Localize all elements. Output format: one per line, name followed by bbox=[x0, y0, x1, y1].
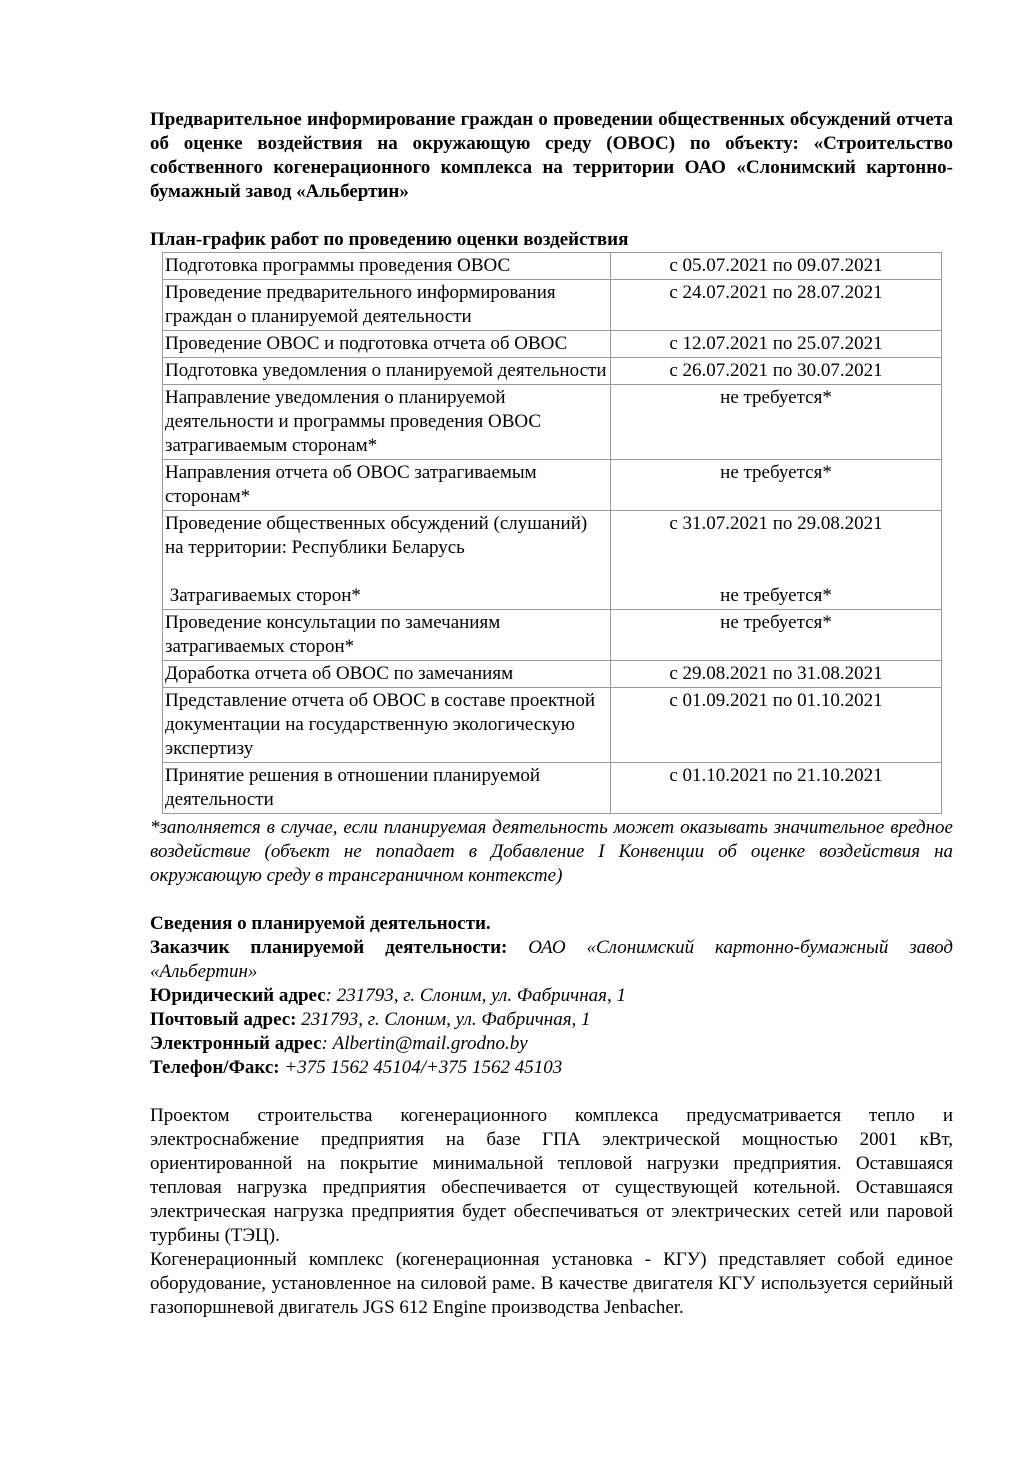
schedule-date-text: не требуется* bbox=[720, 585, 832, 606]
schedule-stage-cell: Подготовка уведомления о планируемой деятельности bbox=[163, 358, 611, 385]
legal-address-line bbox=[150, 984, 953, 1008]
table-row bbox=[163, 763, 942, 814]
schedule-stage-cell: Представление отчета об ОВОС в составе проектной документации на государственную экологическую экспертизу bbox=[163, 688, 611, 763]
cell-spacer bbox=[165, 560, 608, 584]
schedule-date-cell: с 01.09.2021 по 01.10.2021 bbox=[611, 688, 942, 763]
schedule-stage-cell: Направление уведомления о планируемой деятельности и программы проведения ОВОС затрагиваемым сторонам* bbox=[163, 385, 611, 460]
schedule-stage-cell: Доработка отчета об ОВОС по замечаниям bbox=[163, 661, 611, 688]
email-line bbox=[150, 1032, 953, 1056]
legal-address-label: Юридический адрес bbox=[150, 985, 326, 1006]
schedule-stage-text: Проведение общественных обсуждений (слушаний) на территории: Республики Беларусь bbox=[165, 513, 588, 558]
schedule-date-text: с 31.07.2021 по 29.08.2021 bbox=[669, 513, 883, 534]
document-page bbox=[150, 108, 953, 1320]
table-row bbox=[163, 511, 942, 610]
table-row bbox=[163, 253, 942, 280]
phone-value: +375 1562 45104/+375 1562 45103 bbox=[279, 1057, 563, 1078]
schedule-date-cell: с 29.08.2021 по 31.08.2021 bbox=[611, 661, 942, 688]
cell-spacer bbox=[613, 560, 939, 584]
schedule-date-cell: с 12.07.2021 по 25.07.2021 bbox=[611, 331, 942, 358]
schedule-stage-text: Затрагиваемых сторон* bbox=[165, 585, 361, 606]
body-paragraph: Когенерационный комплекс (когенерационная установка - КГУ) представляет собой единое оборудование, установленное на силовой раме. В качестве двигателя КГУ используется серийный газопоршневой двигатель JGS 612 Engine производства Jenbacher. bbox=[150, 1249, 953, 1318]
customer-label: Заказчик планируемой деятельности: bbox=[150, 937, 508, 958]
schedule-stage-cell: Направления отчета об ОВОС затрагиваемым сторонам* bbox=[163, 460, 611, 511]
schedule-table bbox=[162, 252, 942, 814]
schedule-date-cell: с 05.07.2021 по 09.07.2021 bbox=[611, 253, 942, 280]
schedule-date-cell: не требуется* bbox=[611, 460, 942, 511]
schedule-date-cell: не требуется* bbox=[611, 385, 942, 460]
cell-spacer bbox=[613, 536, 939, 560]
info-heading: Сведения о планируемой деятельности. bbox=[150, 913, 491, 934]
table-row bbox=[163, 661, 942, 688]
email-value: : Albertin@mail.grodno.by bbox=[321, 1033, 528, 1054]
schedule-date-cell: не требуется* bbox=[611, 610, 942, 661]
body-paragraph: Проектом строительства когенерационного комплекса предусматривается тепло и электроснабжение предприятия на базе ГПА электрической мощностью 2001 кВт, ориентированной на покрытие минимальной тепловой нагрузки предприятия. Оставшаяся тепловая нагрузка предприятия обеспечивается от существующей котельной. Оставшаяся электрическая нагрузка предприятия будет обеспечиваться от электрических сетей или паровой турбины (ТЭЦ). bbox=[150, 1105, 953, 1246]
schedule-stage-cell: Проведение консультации по замечаниям затрагиваемых сторон* bbox=[163, 610, 611, 661]
schedule-heading: План-график работ по проведению оценки воздействия bbox=[150, 229, 629, 250]
schedule-stage-cell: Проведение предварительного информирования граждан о планируемой деятельности bbox=[163, 280, 611, 331]
schedule-stage-cell: Принятие решения в отношении планируемой деятельности bbox=[163, 763, 611, 814]
customer-line bbox=[150, 936, 953, 984]
customer-value: ОАО «Слонимский картонно-бумажный завод «Альбертин» bbox=[150, 937, 953, 982]
table-row bbox=[163, 280, 942, 331]
phone-line bbox=[150, 1056, 953, 1080]
table-row bbox=[163, 688, 942, 763]
phone-label: Телефон/Факс: bbox=[150, 1057, 280, 1078]
schedule-date-cell: с 24.07.2021 по 28.07.2021 bbox=[611, 280, 942, 331]
table-row bbox=[163, 358, 942, 385]
table-row bbox=[163, 385, 942, 460]
postal-address-line bbox=[150, 1008, 953, 1032]
schedule-date-cell: с 26.07.2021 по 30.07.2021 bbox=[611, 358, 942, 385]
postal-address-label: Почтовый адрес: bbox=[150, 1009, 297, 1030]
document-title: Предварительное информирование граждан о проведении общественных обсуждений отчета об оценке воздействия на окружающую среду (ОВОС) по объекту: «Строительство собственного когенерационного комплекса на территории ОАО «Слонимский картонно-бумажный завод «Альбертин» bbox=[150, 109, 953, 202]
legal-address-value: : 231793, г. Слоним, ул. Фабричная, 1 bbox=[325, 985, 627, 1006]
footnote: *заполняется в случае, если планируемая деятельность может оказывать значительное вредное воздействие (объект не попадает в Добавление I Конвенции об оценке воздействия на окружающую среду в трансграничном контексте) bbox=[150, 817, 953, 886]
postal-address-value: 231793, г. Слоним, ул. Фабричная, 1 bbox=[296, 1009, 591, 1030]
schedule-stage-cell: Подготовка программы проведения ОВОС bbox=[163, 253, 611, 280]
schedule-stage-cell bbox=[163, 511, 611, 610]
schedule-stage-cell: Проведение ОВОС и подготовка отчета об ОВОС bbox=[163, 331, 611, 358]
schedule-date-cell: с 01.10.2021 по 21.10.2021 bbox=[611, 763, 942, 814]
table-row bbox=[163, 331, 942, 358]
table-row bbox=[163, 460, 942, 511]
email-label: Электронный адрес bbox=[150, 1033, 322, 1054]
schedule-date-cell bbox=[611, 511, 942, 610]
table-row bbox=[163, 610, 942, 661]
